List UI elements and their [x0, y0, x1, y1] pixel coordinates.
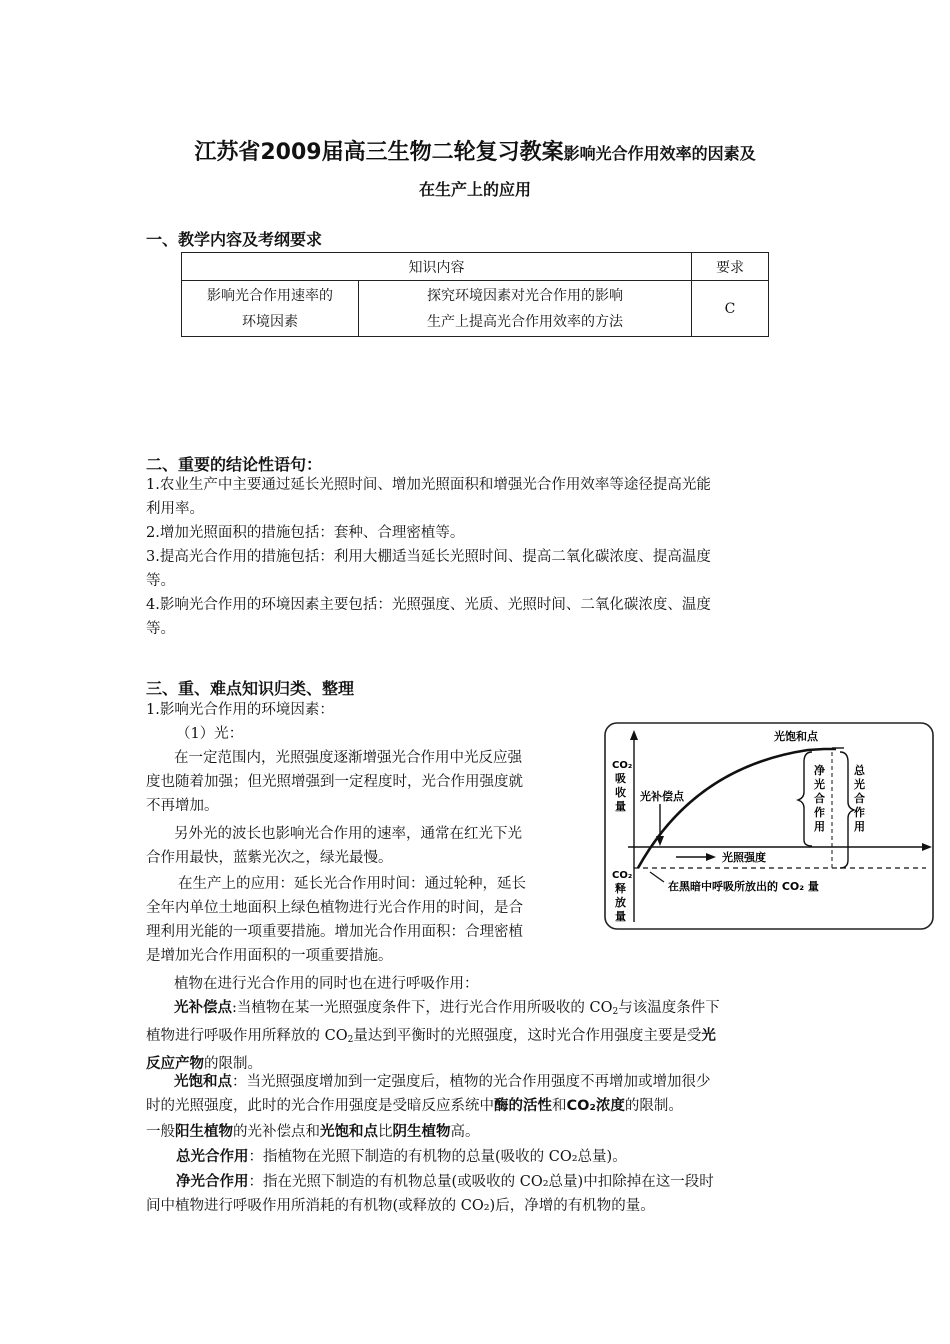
para-gross	[176, 1145, 627, 1169]
text-span: 时的光照强度，此时的光合作用强度是受暗反应系统中	[146, 1098, 494, 1114]
text-span: ：当光照强度增加到一定强度后，植物的光合作用强度不再增加或增加很少	[232, 1074, 711, 1090]
para-light-intensity	[146, 746, 594, 818]
section3-heading: 三、重、难点知识归类、整理	[146, 679, 355, 698]
para-application	[146, 872, 594, 968]
text-line: 全年内单位土地面积上绿色植物进行光合作用的时间，是合	[146, 900, 523, 916]
text-span: :当植物在某一光照强度条件下，进行光合作用所吸收的 CO	[232, 1000, 613, 1016]
para-wavelength	[146, 822, 594, 870]
section2-heading: 二、重要的结论性语句：	[146, 455, 323, 474]
term-gross: 总光合作用	[176, 1149, 249, 1165]
title-topic: 影响光合作用效率的因素及	[563, 144, 756, 163]
text-line: 在生产上的应用：延长光合作用时间：通过轮种，延长	[178, 876, 526, 892]
text-span: 植物进行呼吸作用所释放的 CO	[146, 1028, 348, 1044]
text-line: 理利用光能的一项重要措施。增加光合作用面积：合理密植	[146, 924, 523, 940]
bold-span: 阴生植物	[392, 1124, 451, 1140]
gross-char: 作	[854, 806, 865, 819]
conclusion-line: 4.影响光合作用的环境因素主要包括：光照强度、光质、光照时间、二氧化碳浓度、温度	[146, 597, 711, 613]
factor-line1: 影响光合作用速率的	[207, 287, 333, 304]
subscript: 2	[347, 1035, 354, 1045]
para-saturation-point	[146, 1070, 826, 1118]
text-span: 的限制。	[204, 1056, 262, 1072]
compensation-label: 光补偿点	[640, 790, 684, 803]
bold-span: CO₂浓度	[566, 1098, 625, 1114]
conclusion-line: 3.提高光合作用的措施包括：利用大棚适当延长光照时间、提高二氧化碳浓度、提高温度	[146, 549, 711, 565]
text-line: 度也随着加强；但光照增强到一定程度时，光合作用强度就	[146, 774, 523, 790]
conclusion-line: 等。	[146, 621, 175, 637]
text-span: 和	[552, 1098, 567, 1114]
factor-line2: 环境因素	[242, 313, 298, 330]
requirements-table	[181, 252, 769, 337]
text-span: 的光补偿点和	[233, 1124, 320, 1140]
para-respiration: 植物在进行光合作用的同时也在进行呼吸作用：	[174, 976, 479, 992]
y-down-label: CO₂	[612, 870, 633, 881]
conclusion-line: 1.农业生产中主要通过延长光照时间、增加光照面积和增强光合作用效率等途径提高光能	[146, 477, 711, 493]
bold-span: 光饱和点	[320, 1124, 378, 1140]
text-span: 的限制。	[624, 1098, 683, 1114]
item-line1: 探究环境因素对光合作用的影响	[427, 287, 623, 304]
text-span: ：指植物在光照下制造的有机物的总量(吸收的 CO₂总量)。	[248, 1149, 627, 1165]
para-net	[146, 1170, 826, 1218]
table-cell-factor	[182, 281, 359, 337]
net-char: 净	[814, 764, 825, 777]
x-axis-label: 光照强度	[722, 851, 766, 864]
section1-heading: 一、教学内容及考纲要求	[146, 230, 323, 249]
y-down-char: 释	[615, 882, 626, 895]
para-compensation-point	[146, 996, 826, 1076]
y-down-char: 量	[615, 910, 626, 923]
term-saturation: 光饱和点	[174, 1074, 232, 1090]
bold-span: 酶的活性	[494, 1098, 552, 1114]
table-header-requirement: 要求	[692, 253, 769, 281]
table-header-content: 知识内容	[182, 253, 692, 281]
y-up-label: CO₂	[612, 760, 633, 771]
conclusion-line: 2.增加光照面积的措施包括：套种、合理密植等。	[146, 525, 465, 541]
gross-char: 用	[854, 820, 865, 833]
net-char: 合	[814, 792, 825, 805]
conclusion-line: 等。	[146, 573, 175, 589]
gross-char: 合	[854, 792, 865, 805]
term-net: 净光合作用	[176, 1174, 249, 1190]
text-line: 在一定范围内，光照强度逐渐增强光合作用中光反应强	[174, 750, 522, 766]
y-down-char: 放	[615, 896, 626, 909]
text-line: 另外光的波长也影响光合作用的速率，通常在红光下光	[174, 826, 522, 842]
para-compare	[146, 1120, 480, 1144]
text-span: 高。	[450, 1124, 480, 1140]
item-line2: 生产上提高光合作用效率的方法	[427, 313, 623, 330]
text-span: ：指在光照下制造的有机物总量(或吸收的 CO₂总量)中扣除掉在这一段时	[248, 1174, 714, 1190]
text-line: 不再增加。	[146, 798, 219, 814]
gross-char: 总	[854, 764, 865, 777]
title-main: 江苏省2009届高三生物二轮复习教案	[194, 140, 564, 165]
text-span: 与该温度条件下	[618, 1000, 720, 1016]
net-char: 光	[814, 778, 825, 791]
sub1-heading: 1.影响光合作用的环境因素：	[146, 702, 334, 718]
bold-span: 阳生植物	[175, 1124, 233, 1140]
bold-span: 反应产物	[146, 1056, 204, 1072]
text-span: 量达到平衡时的光照强度，这时光合作用强度主要是受	[353, 1028, 702, 1044]
table-cell-items	[359, 281, 692, 337]
text-span: 比	[378, 1124, 393, 1140]
conclusion-line: 利用率。	[146, 501, 204, 517]
saturation-label: 光饱和点	[774, 730, 818, 743]
title-topic-line2: 在生产上的应用	[418, 180, 531, 199]
figure-frame	[605, 723, 933, 929]
gross-char: 光	[854, 778, 865, 791]
net-char: 作	[814, 806, 825, 819]
conclusion-list	[146, 473, 826, 641]
text-line: 合作用最快，蓝紫光次之，绿光最慢。	[146, 850, 393, 866]
y-up-char: 吸	[615, 772, 626, 785]
subscript: 2	[612, 1007, 619, 1017]
y-up-char: 量	[615, 800, 626, 813]
table-cell-level: C	[692, 281, 769, 337]
text-line: 间中植物进行呼吸作用所消耗的有机物(或释放的 CO₂)后，净增的有机物的量。	[146, 1198, 655, 1214]
document-title	[130, 135, 820, 208]
text-span: 一般	[146, 1124, 175, 1140]
text-line: 是增加光合作用面积的一项重要措施。	[146, 948, 393, 964]
bold-span: 光	[701, 1028, 716, 1044]
photosynthesis-light-curve	[604, 722, 934, 930]
y-up-char: 收	[615, 786, 626, 799]
term-compensation: 光补偿点	[174, 1000, 232, 1016]
sub1-light: （1）光：	[176, 726, 244, 742]
net-char: 用	[814, 820, 825, 833]
dark-respiration-label: 在黑暗中呼吸所放出的 CO₂ 量	[668, 880, 819, 893]
